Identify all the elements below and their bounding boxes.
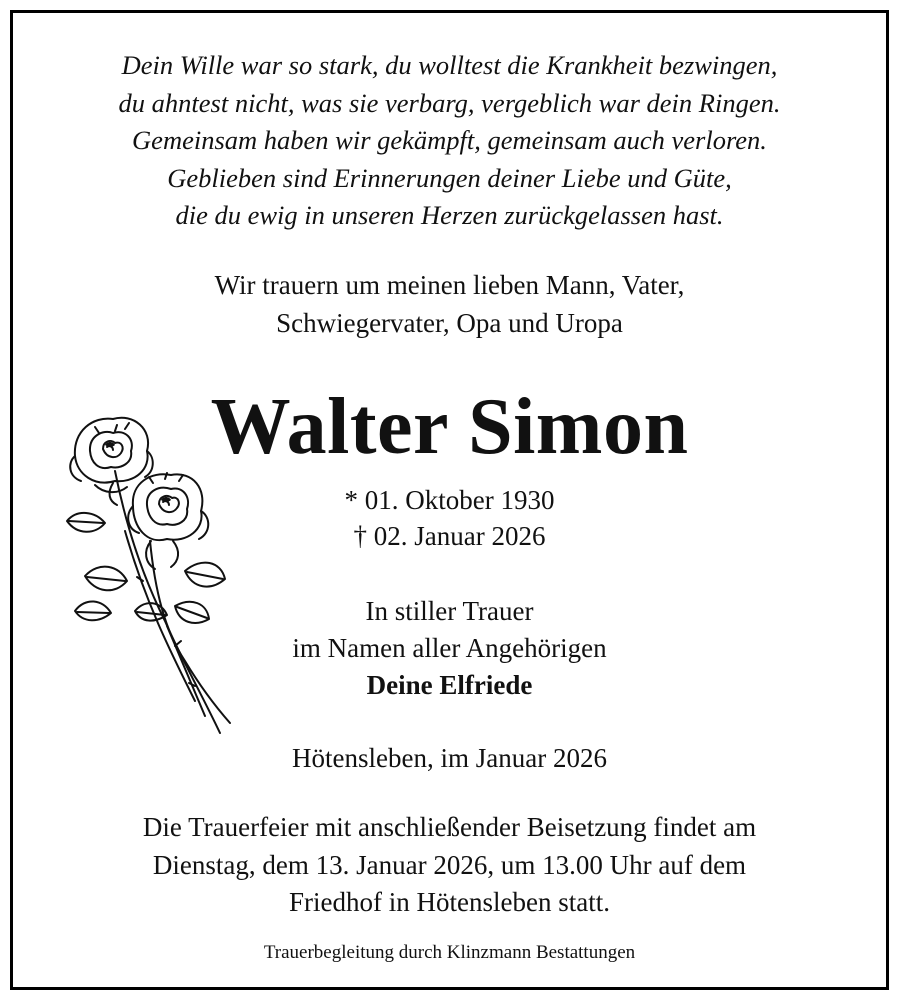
deceased-name: Walter Simon (210, 383, 689, 471)
poem-line: Geblieben sind Erinnerungen deiner Liebe und Güte, (167, 162, 732, 193)
intro-line: Schwiegervater, Opa und Uropa (276, 308, 623, 338)
funeral-line: Dienstag, dem 13. Januar 2026, um 13.00 Uhr auf dem (152, 849, 747, 880)
intro-text (13, 266, 886, 342)
life-dates (13, 482, 886, 554)
poem-line: du ahntest nicht, was sie verbarg, vergeblich war dein Ringen. (118, 87, 781, 118)
death-date: † 02. Januar 2026 (353, 521, 546, 551)
mourning-line: In stiller Trauer (365, 596, 534, 626)
notice-frame (10, 10, 889, 990)
mourning-line: im Namen aller Angehörigen (292, 633, 607, 663)
funeral-line: Die Trauerfeier mit anschließender Beisetzung findet am (142, 812, 757, 842)
intro-line: Wir trauern um meinen lieben Mann, Vater, (214, 270, 685, 300)
poem-line: die du ewig in unseren Herzen zurückgelassen hast. (175, 200, 724, 230)
funeral-info (13, 809, 886, 922)
signer-name: Deine Elfriede (366, 670, 533, 700)
funeral-line: Friedhof in Hötensleben statt. (289, 887, 610, 917)
undertaker-credit: Trauerbegleitung durch Klinzmann Bestattungen (263, 942, 636, 963)
poem-verse (13, 47, 886, 235)
poem-line: Dein Wille war so stark, du wolltest die Krankheit bezwingen, (121, 50, 778, 80)
birth-date: * 01. Oktober 1930 (344, 485, 555, 515)
mourning-signature (13, 593, 886, 704)
place-date: Hötensleben, im Januar 2026 (292, 743, 607, 773)
poem-line: Gemeinsam haben wir gekämpft, gemeinsam auch verloren. (132, 125, 767, 155)
